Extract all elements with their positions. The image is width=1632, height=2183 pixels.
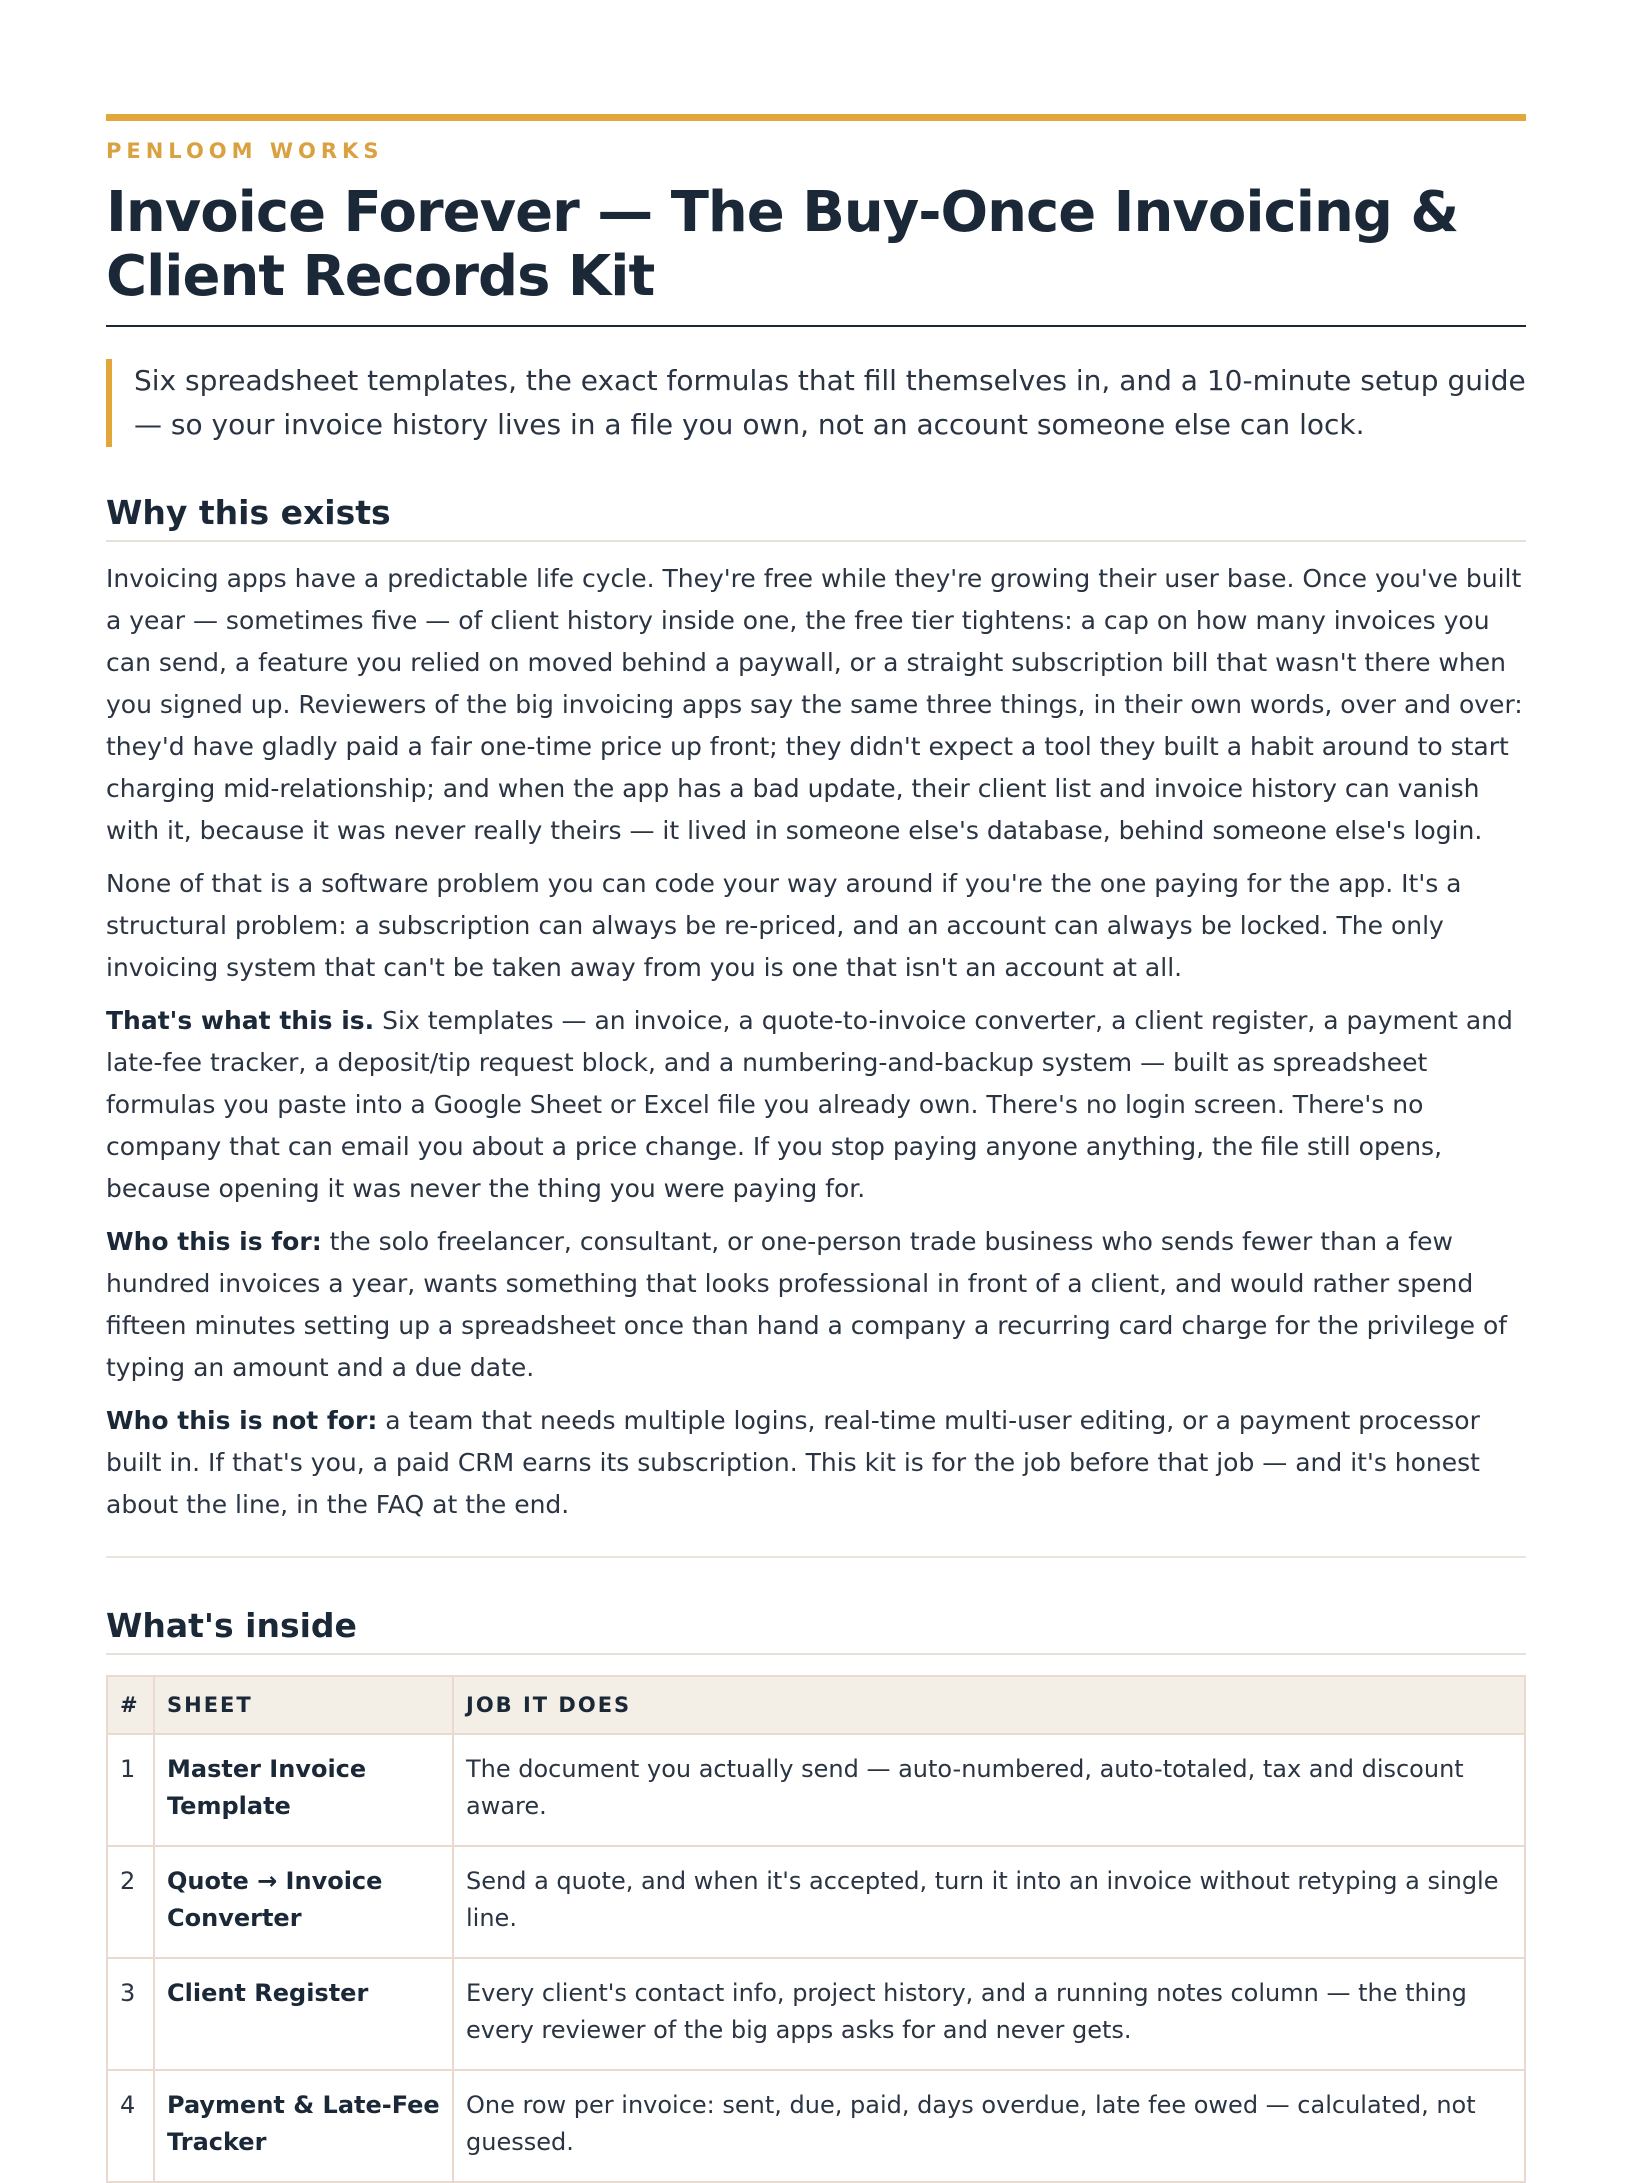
row-sheet-name: Master Invoice Template [154, 1734, 453, 1846]
document-page [106, 114, 1526, 2183]
brand-label: PENLOOM WORKS [106, 139, 384, 163]
section-divider [106, 1556, 1526, 1558]
paragraph-body: Six templates — an invoice, a quote-to-invoice converter, a client register, a payment and late-fee tracker, a deposit/tip request block, and a numbering-and-backup system — built as spreadsheet formulas you paste into a Google Sheet or Excel file you already own. There's no login screen. There's no company that can email you about a price change. If you stop paying anyone anything, the file still opens, because opening it was never the thing you were paying for. [106, 1006, 1513, 1203]
row-job: One row per invoice: sent, due, paid, days overdue, late fee owed — calculated, not guessed. [453, 2070, 1525, 2182]
row-sheet-name: Quote → Invoice Converter [154, 1846, 453, 1958]
row-number: 4 [107, 2070, 154, 2182]
section-heading-why: Why this exists [106, 493, 1526, 542]
paragraph-body: a team that needs multiple logins, real-time multi-user editing, or a payment processor built in. If that's you, a paid CRM earns its subscription. This kit is for the job before that job — and it's honest about the line, in the FAQ at the end. [106, 1406, 1480, 1519]
accent-rule [106, 114, 1526, 121]
table-header-row [107, 1676, 1525, 1734]
row-number: 2 [107, 1846, 154, 1958]
row-job: Every client's contact info, project history, and a running notes column — the thing every reviewer of the big apps asks for and never gets. [453, 1958, 1525, 2070]
paragraph-lead: That's what this is. [106, 1006, 375, 1035]
section-heading-inside: What's inside [106, 1606, 1526, 1655]
row-job: Send a quote, and when it's accepted, turn it into an invoice without retyping a single line. [453, 1846, 1525, 1958]
row-sheet-name: Payment & Late-Fee Tracker [154, 2070, 453, 2182]
paragraph-lead: Who this is not for: [106, 1406, 378, 1435]
table-row [107, 1846, 1525, 1958]
lede-quote: Six spreadsheet templates, the exact formulas that fill themselves in, and a 10-minute setup guide — so your invoice history lives in a file you own, not an account someone else can lock. [106, 359, 1526, 447]
row-number: 3 [107, 1958, 154, 2070]
why-paragraph-3 [106, 1000, 1526, 1210]
sheets-table [106, 1675, 1526, 2183]
column-header-number: # [107, 1676, 154, 1734]
table-row [107, 1958, 1525, 2070]
table-row [107, 1734, 1525, 1846]
column-header-sheet: SHEET [154, 1676, 453, 1734]
why-paragraph-4 [106, 1221, 1526, 1389]
table-row [107, 2070, 1525, 2182]
why-paragraph-1: Invoicing apps have a predictable life cycle. They're free while they're growing their user base. Once you've built a year — sometimes five — of client history inside one, the free tier tightens: a cap on how many invoices you can send, a feature you relied on moved behind a paywall, or a straight subscription bill that wasn't there when you signed up. Reviewers of the big invoicing apps say the same three things, in their own words, over and over: they'd have gladly paid a fair one-time price up front; they didn't expect a tool they built a habit around to start charging mid-relationship; and when the app has a bad update, their client list and invoice history can vanish with it, because it was never really theirs — it lived in someone else's database, behind someone else's login. [106, 564, 1523, 845]
column-header-job: JOB IT DOES [453, 1676, 1525, 1734]
why-paragraph-2: None of that is a software problem you can code your way around if you're the one paying for the app. It's a structural problem: a subscription can always be re-priced, and an account can always be locked. The only invoicing system that can't be taken away from you is one that isn't an account at all. [106, 869, 1462, 982]
row-sheet-name: Client Register [154, 1958, 453, 2070]
paragraph-lead: Who this is for: [106, 1227, 322, 1256]
paragraph-body: the solo freelancer, consultant, or one-person trade business who sends fewer than a few hundred invoices a year, wants something that looks professional in front of a client, and would rather spend fifteen minutes setting up a spreadsheet once than hand a company a recurring card charge for the privilege of typing an amount and a due date. [106, 1227, 1508, 1382]
row-job: The document you actually send — auto-numbered, auto-totaled, tax and discount aware. [453, 1734, 1525, 1846]
document-title: Invoice Forever — The Buy-Once Invoicing & Client Records Kit [106, 181, 1526, 327]
why-paragraph-5 [106, 1400, 1526, 1526]
row-number: 1 [107, 1734, 154, 1846]
